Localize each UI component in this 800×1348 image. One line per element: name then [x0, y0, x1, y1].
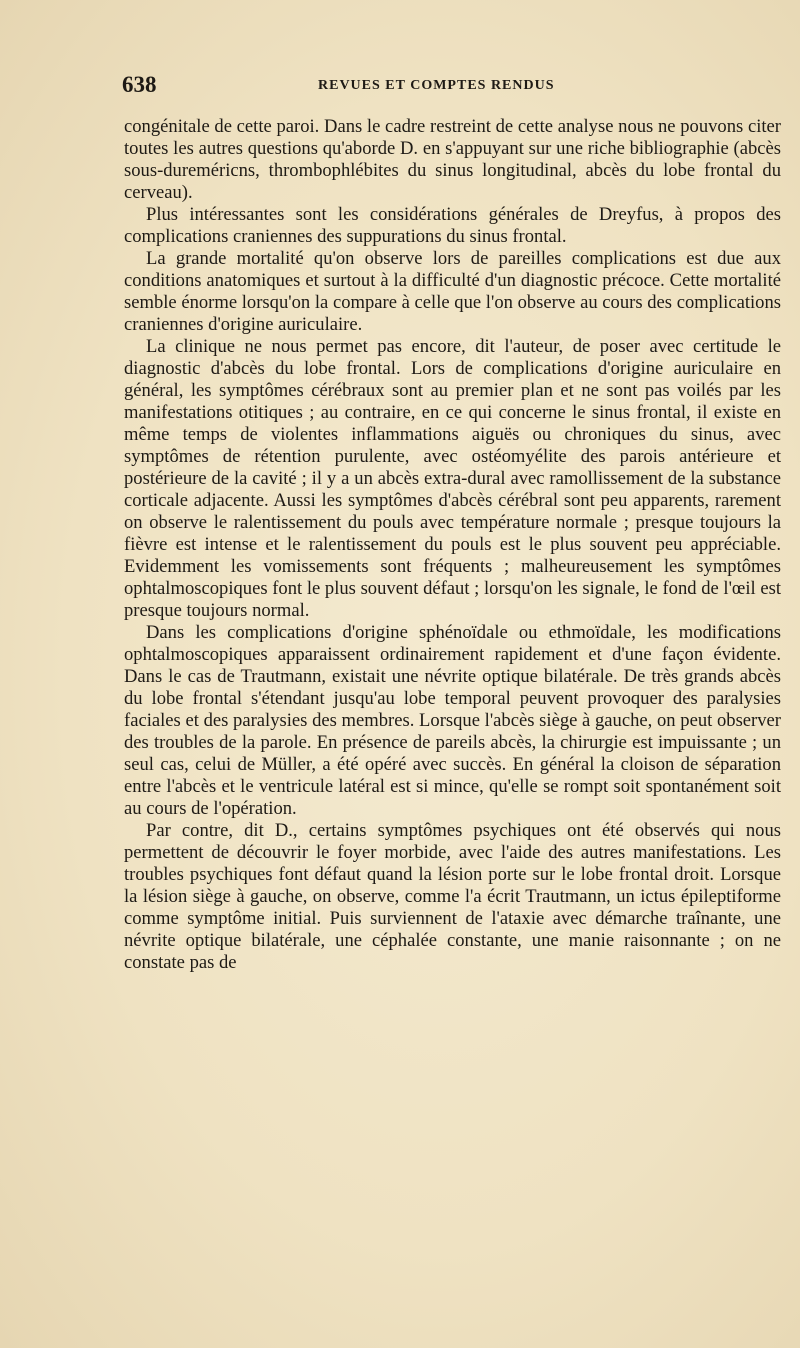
page-header — [122, 72, 782, 102]
paragraph: Par contre, dit D., certains symptômes psychiques ont été observés qui nous permettent de découvrir le foyer morbide, avec l'aide des autres manifestations. Les troubles psychiques font défaut quand la lésion porte sur le lobe frontal droit. Lorsque la lésion siège à gauche, on observe, comme l'a écrit Trautmann, un ictus épileptiforme comme symptôme initial. Puis surviennent de l'ataxie avec démarche traînante, une névrite optique bilatérale, une céphalée constante, une manie raisonnante ; on ne constate pas de — [124, 820, 781, 973]
running-head: REVUES ET COMPTES RENDUS — [318, 78, 555, 93]
paragraph: La clinique ne nous permet pas encore, dit l'auteur, de poser avec certitude le diagnostic d'abcès du lobe frontal. Lors de complications d'origine auriculaire en général, les symptômes cérébraux sont au premier plan et ne sont pas voilés par les manifestations otitiques ; au contraire, en ce qui concerne le sinus frontal, il existe en même temps de violentes inflammations aiguës ou chroniques du sinus, avec symptômes de rétention purulente, avec ostéomyélite des parois antérieure et postérieure de la cavité ; il y a un abcès extra-dural avec ramollissement de la substance corticale adjacente. Aussi les symptômes d'abcès cérébral sont peu apparents, rarement on observe le ralentissement du pouls avec température normale ; presque toujours la fièvre est intense et le ralentissement du pouls est le plus souvent peu appréciable. Evidemment les vomissements sont fréquents ; malheureusement les symptômes ophtalmoscopiques font le plus souvent défaut ; lorsqu'on les signale, le fond de l'œil est presque toujours normal. — [124, 336, 781, 621]
page-number: 638 — [122, 72, 157, 97]
body-text — [124, 116, 781, 974]
paragraph: Dans les complications d'origine sphénoïdale ou ethmoïdale, les modifications ophtalmoscopiques apparaissent ordinairement rapidement et d'une façon évidente. Dans le cas de Trautmann, existait une névrite optique bilatérale. De très grands abcès du lobe frontal s'étendant jusqu'au lobe temporal peuvent provoquer des paralysies faciales et des paralysies des membres. Lorsque l'abcès siège à gauche, on peut observer des troubles de la parole. En présence de pareils abcès, la chirurgie est impuissante ; un seul cas, celui de Müller, a été opéré avec succès. En général la cloison de séparation entre l'abcès et le ventricule latéral est si mince, qu'elle se rompt soit spontanément soit au cours de l'opération. — [124, 622, 781, 819]
paragraph: congénitale de cette paroi. Dans le cadre restreint de cette analyse nous ne pouvons citer toutes les autres questions qu'aborde D. en s'appuyant sur une riche bibliographie (abcès sous-dureméricns, thrombophlébites du sinus longitudinal, abcès du lobe frontal du cerveau). — [124, 116, 781, 203]
paragraph: La grande mortalité qu'on observe lors de pareilles complications est due aux conditions anatomiques et surtout à la difficulté d'un diagnostic précoce. Cette mortalité semble énorme lorsqu'on la compare à celle que l'on observe au cours des complications craniennes d'origine auriculaire. — [124, 248, 781, 335]
paragraph: Plus intéressantes sont les considérations générales de Dreyfus, à propos des complications craniennes des suppurations du sinus frontal. — [124, 204, 781, 247]
